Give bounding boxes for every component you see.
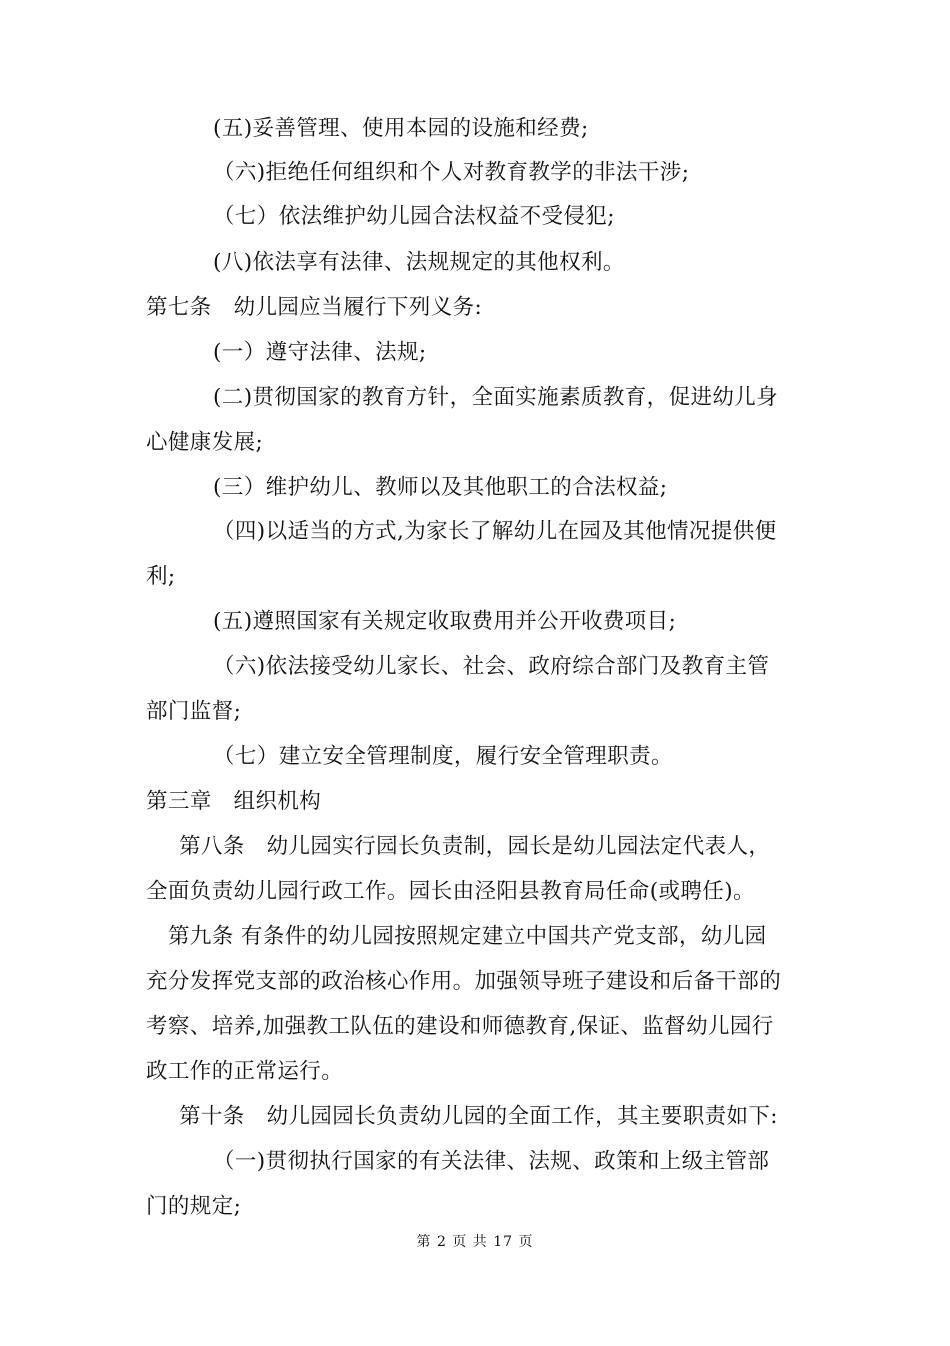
article-paragraph: 第八条 幼儿园实行园长负责制，园长是幼儿园法定代表人， <box>179 834 771 859</box>
text-line: 政工作的正常运行。 <box>146 1059 344 1084</box>
article-paragraph: 第十条 幼儿园园长负责幼儿园的全面工作，其主要职责如下: <box>179 1104 778 1129</box>
text-line: （四)以适当的方式,为家长了解幼儿在园及其他情况提供便 <box>213 519 777 544</box>
article-paragraph: 第九条 有条件的幼儿园按照规定建立中国共产党支部，幼儿园 <box>168 924 767 949</box>
text-line: 利; <box>146 564 176 589</box>
article-heading: 第七条 幼儿园应当履行下列义务: <box>146 295 483 320</box>
text-line: (五)遵照国家有关规定收取费用并公开收费项目; <box>213 609 677 634</box>
text-line: (一）遵守法律、法规; <box>213 340 427 365</box>
text-line: 部门监督; <box>146 699 242 724</box>
text-line: 充分发挥党支部的政治核心作用。加强领导班子建设和后备干部的 <box>146 969 782 994</box>
text-line: （一)贯彻执行国家的有关法律、法规、政策和上级主管部 <box>213 1149 770 1174</box>
text-line: （六)拒绝任何组织和个人对教育教学的非法干涉; <box>213 160 690 185</box>
text-line: （六)依法接受幼儿家长、社会、政府综合部门及教育主管 <box>213 654 770 679</box>
page-footer: 第 2 页 共 17 页 <box>416 1234 534 1250</box>
text-line: （七）建立安全管理制度，履行安全管理职责。 <box>213 744 673 769</box>
text-line: (三）维护幼儿、教师以及其他职工的合法权益; <box>213 475 668 500</box>
text-line: (二)贯彻国家的教育方针，全面实施素质教育，促进幼儿身 <box>213 385 779 410</box>
text-line: (八)依法享有法律、法规规定的其他权利。 <box>213 250 625 275</box>
text-line: 全面负责幼儿园行政工作。园长由泾阳县教育局任命(或聘任)。 <box>146 879 755 904</box>
text-line: 门的规定; <box>146 1194 242 1219</box>
text-line: 考察、培养,加强教工队伍的建设和师德教育,保证、监督幼儿园行 <box>146 1014 774 1039</box>
text-line: (五)妥善管理、使用本园的设施和经费; <box>213 116 589 141</box>
chapter-heading: 第三章 组织机构 <box>146 789 322 814</box>
text-line: 心健康发展; <box>146 430 264 455</box>
text-line: （七）依法维护幼儿园合法权益不受侵犯; <box>213 204 615 229</box>
